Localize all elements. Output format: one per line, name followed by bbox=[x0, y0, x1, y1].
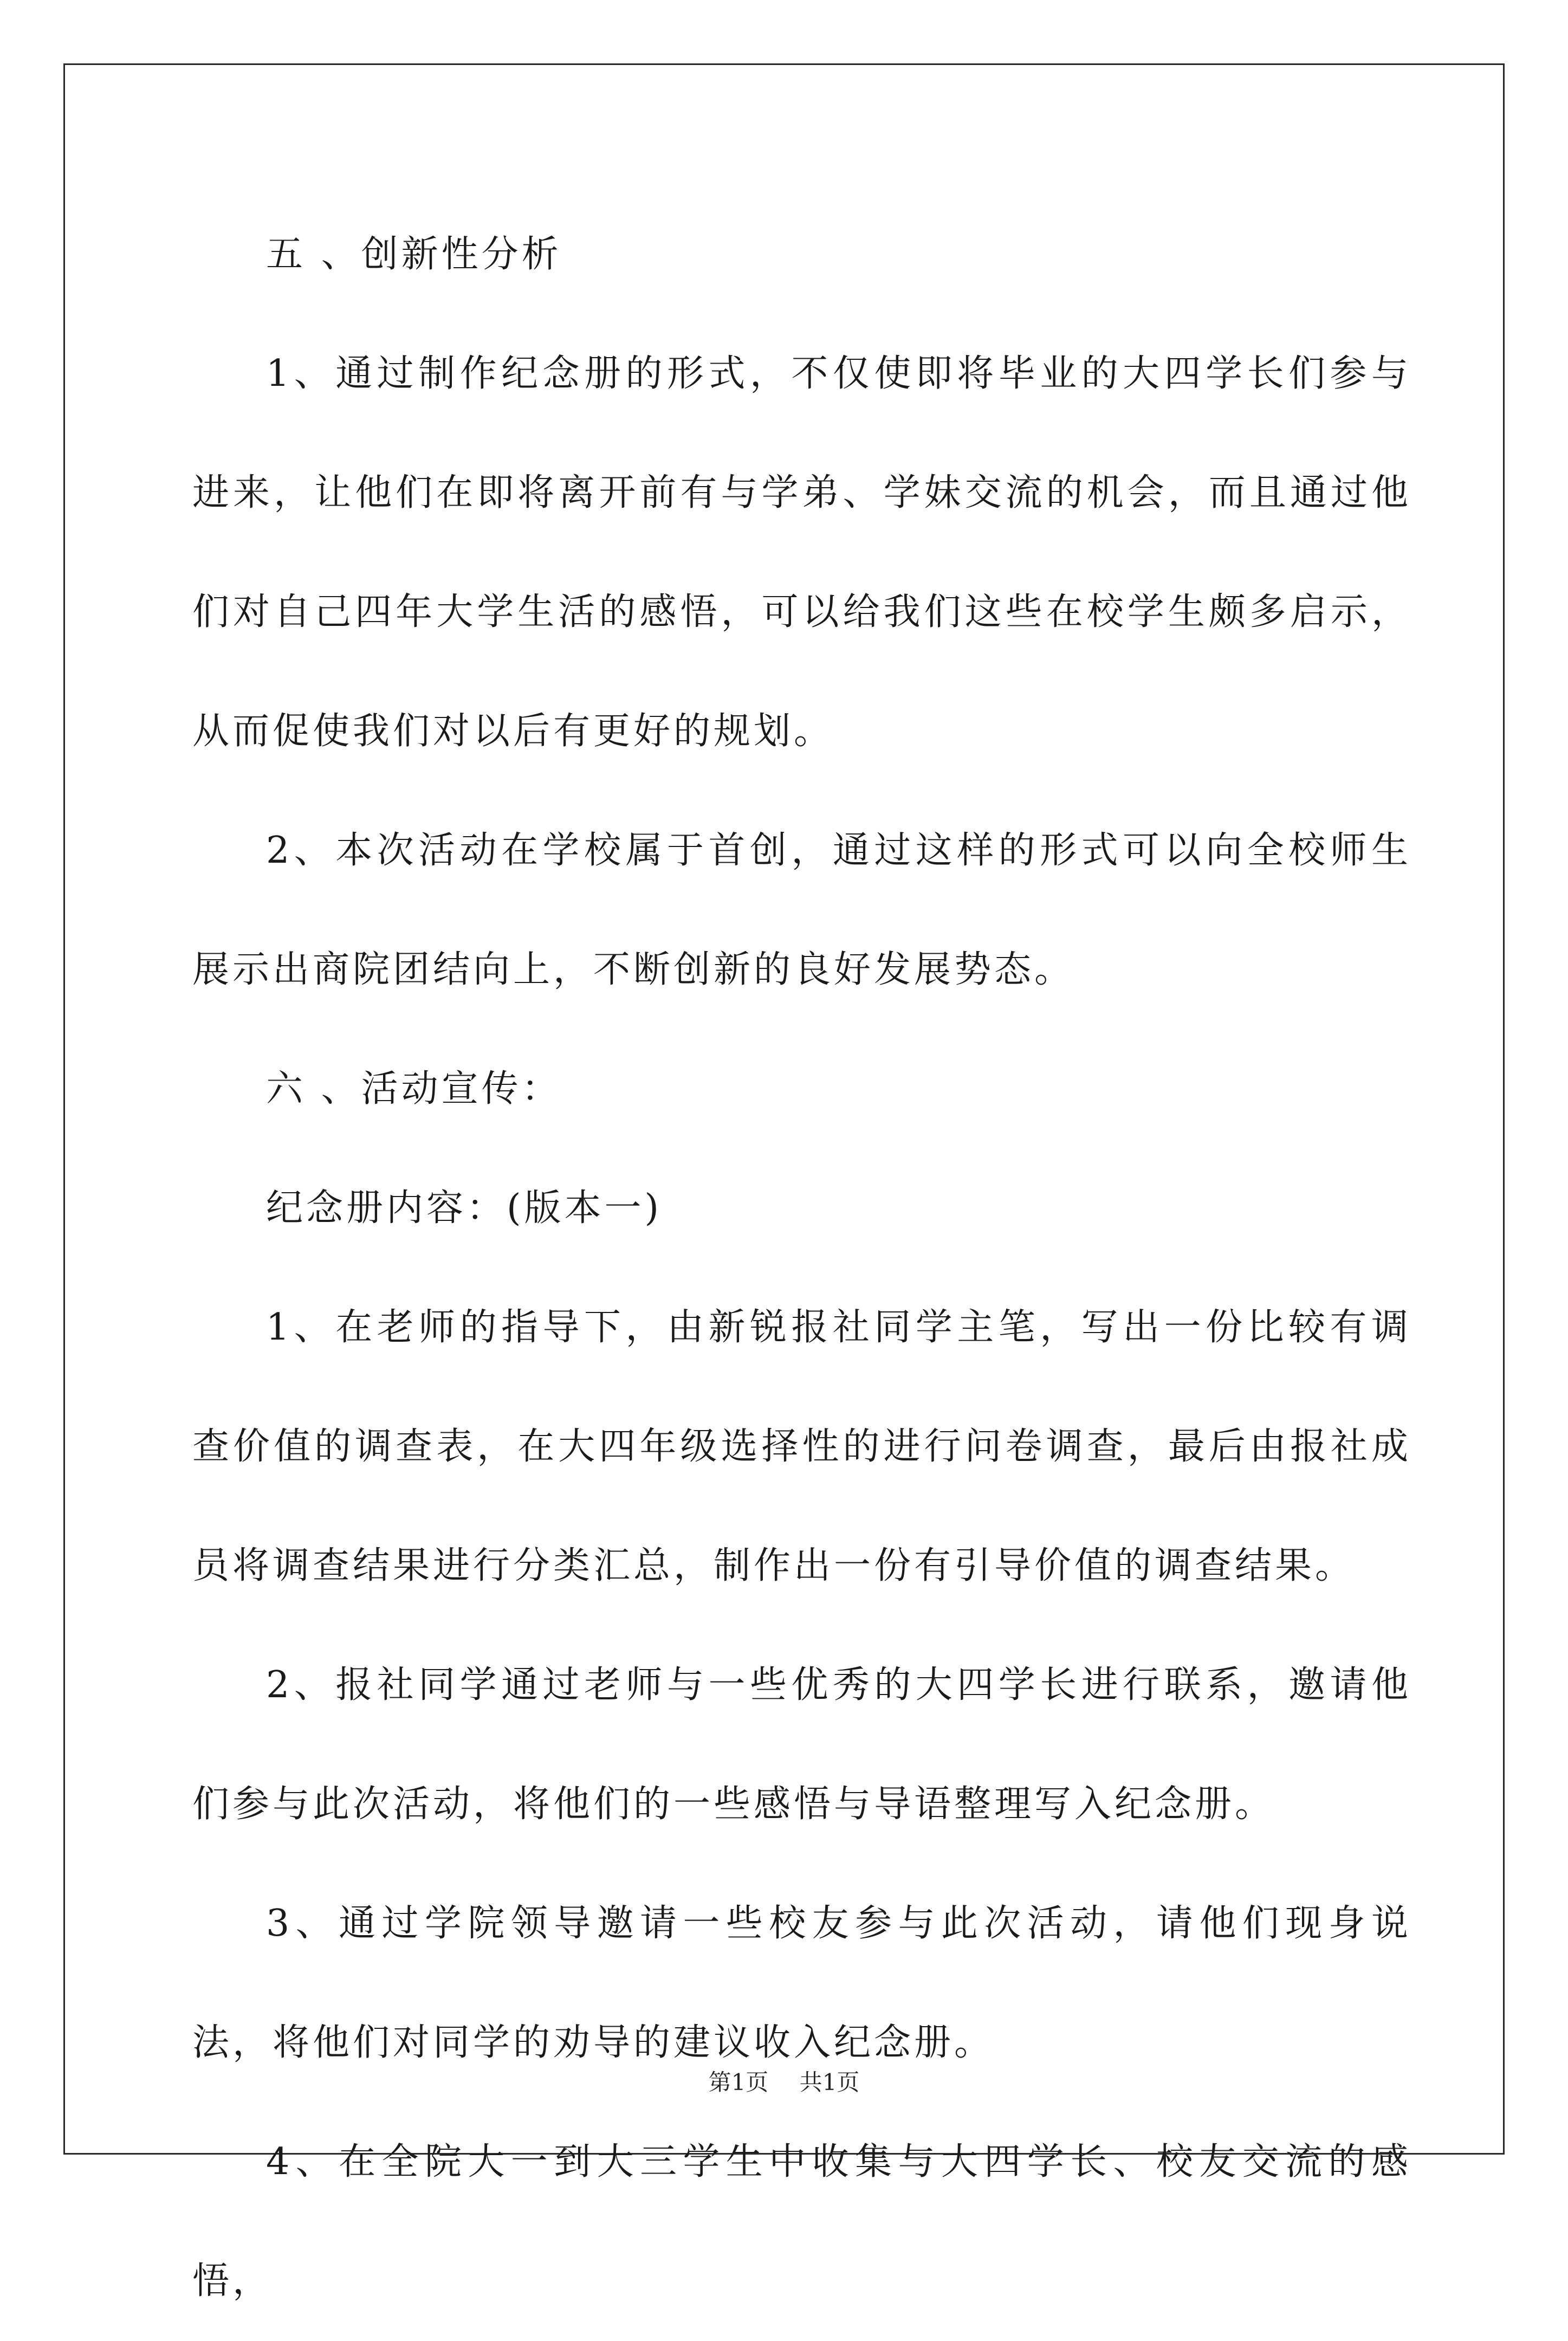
document-body bbox=[192, 195, 1411, 2341]
section-heading-innovation: 五 、创新性分析 bbox=[266, 233, 562, 276]
section-heading-promotion: 六 、活动宣传： bbox=[266, 1068, 562, 1110]
paragraph: 4、在全院大一到大三学生中收集与大四学长、校友交流的感悟， bbox=[192, 2140, 1411, 2303]
page-number: 第1页 bbox=[708, 2069, 769, 2096]
paragraph: 2、报社同学通过老师与一些优秀的大四学长进行联系，邀请他们参与此次活动，将他们的一些感悟与导语整理写入纪念册。 bbox=[192, 1664, 1411, 1826]
paragraph: 1、通过制作纪念册的形式，不仅使即将毕业的大四学长们参与进来，让他们在即将离开前有与学弟、学妹交流的机会，而且通过他们对自己四年大学生活的感悟，可以给我们这些在校学生颇多启示，从而促使我们对以后有更好的规划。 bbox=[192, 352, 1411, 753]
paragraph: 2、本次活动在学校属于首创，通过这样的形式可以向全校师生展示出商院团结向上，不断创新的良好发展势态。 bbox=[192, 829, 1411, 991]
paragraph: 3、通过学院领导邀请一些校友参与此次活动，请他们现身说法，将他们对同学的劝导的建议收入纪念册。 bbox=[192, 1902, 1411, 2064]
paragraph: 1、在老师的指导下，由新锐报社同学主笔，写出一份比较有调查价值的调查表，在大四年级选择性的进行问卷调查，最后由报社成员将调查结果进行分类汇总，制作出一份有引导价值的调查结果。 bbox=[192, 1306, 1411, 1587]
page-footer bbox=[0, 2065, 1568, 2097]
page-total: 共1页 bbox=[799, 2069, 860, 2096]
subheading-album-content: 纪念册内容：(版本一) bbox=[266, 1187, 663, 1230]
